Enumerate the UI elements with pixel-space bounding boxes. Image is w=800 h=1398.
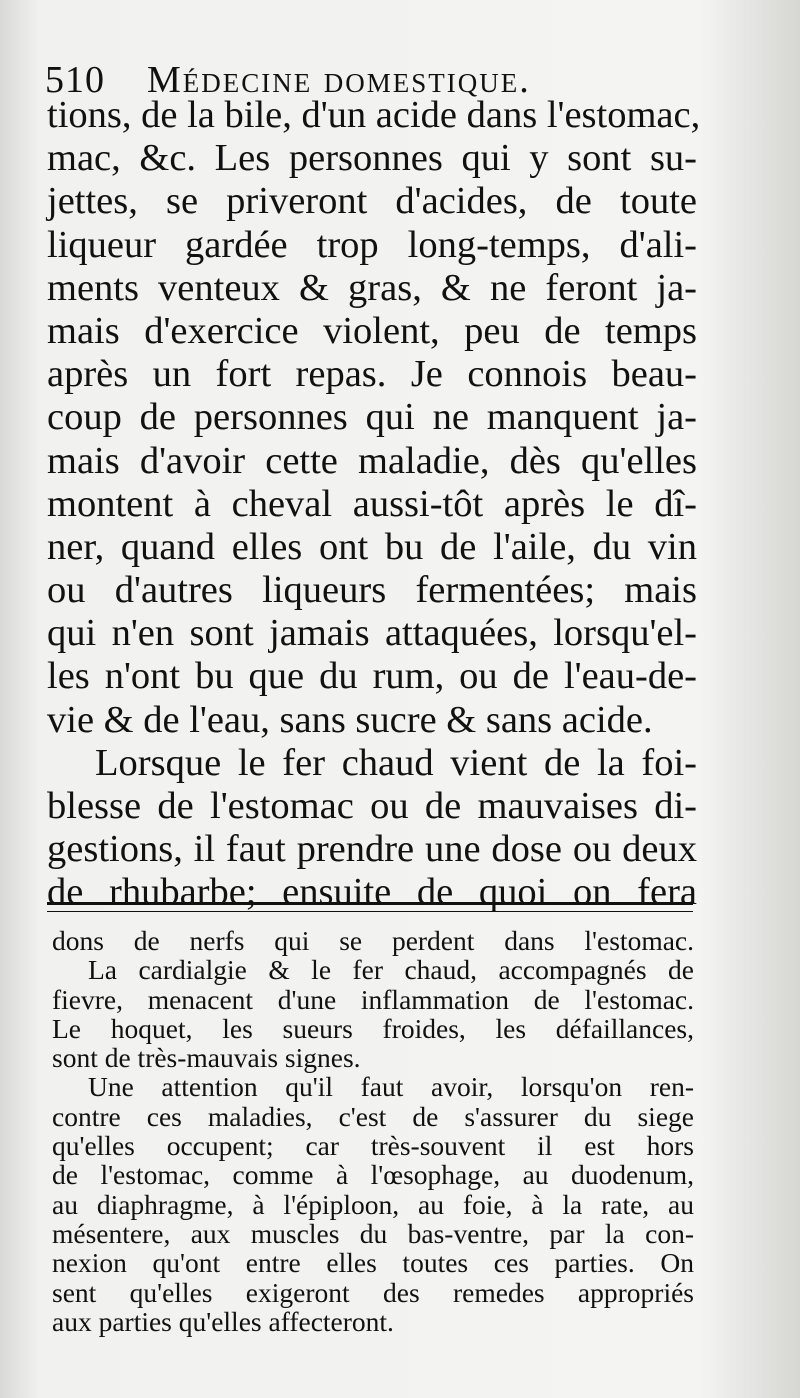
text-line: après un fort repas. Je connois beau- xyxy=(47,353,697,396)
note-line: au diaphragme, à l'épiploon, au foie, à la rate, au xyxy=(52,1188,694,1220)
note-line: sent qu'elles exigeront des remedes appropriés xyxy=(52,1276,694,1308)
footnote-divider xyxy=(47,902,693,912)
text-line: mais d'exercice violent, peu de temps xyxy=(47,309,697,352)
running-title: Médecine domestique. xyxy=(147,59,531,101)
note-line: dons de nerfs qui se perdent dans l'estomac. xyxy=(52,925,694,956)
main-text xyxy=(47,94,701,915)
note-line: Le hoquet, les sueurs froides, les défaillances, xyxy=(52,1012,694,1044)
text-line: qui n'en sont jamais attaquées, lorsqu'el- xyxy=(47,612,697,655)
text-line: vie & de l'eau, sans sucre & sans acide. xyxy=(47,698,653,741)
text-line: liqueur gardée trop long-temps, d'ali- xyxy=(47,223,697,266)
note-line: La cardialgie & le fer chaud, accompagnés de xyxy=(88,954,694,986)
note-line: qu'elles occupent; car très-souvent il est hors xyxy=(52,1130,694,1162)
text-line: mac, &c. Les personnes qui y sont su- xyxy=(47,137,697,180)
note-line: Une attention qu'il faut avoir, lorsqu'on ren- xyxy=(88,1071,694,1103)
note-line: nexion qu'ont entre elles toutes ces parties. On xyxy=(52,1247,694,1279)
text-line: coup de personnes qui ne manquent ja- xyxy=(47,396,697,439)
note-line: contre ces maladies, c'est de s'assurer du siege xyxy=(52,1100,694,1132)
text-line: de rhubarbe; ensuite de quoi on fera xyxy=(47,871,697,914)
text-line: jettes, se priveront d'acides, de toute xyxy=(47,180,697,223)
text-line: blesse de l'estomac ou de mauvaises di- xyxy=(47,785,697,827)
note-line: de l'estomac, comme à l'œsophage, au duodenum, xyxy=(52,1159,694,1191)
text-line: ments venteux & gras, & ne feront ja- xyxy=(47,266,697,309)
paragraph-start-line: Lorsque le fer chaud vient de la foi- xyxy=(95,741,697,784)
text-line: gestions, il faut prendre une dose ou deux xyxy=(47,828,697,871)
note-line: aux parties qu'elles affecteront. xyxy=(52,1305,394,1337)
note-line: sont de très-mauvais signes. xyxy=(52,1042,361,1074)
text-line: les n'ont bu que du rum, ou de l'eau-de- xyxy=(47,655,697,698)
note-line: fievre, menacent d'une inflammation de l'estomac. xyxy=(52,983,694,1015)
note-line: mésentere, aux muscles du bas-ventre, par la con- xyxy=(52,1217,694,1249)
page-number: 510 xyxy=(45,59,105,101)
footnotes xyxy=(52,926,694,1336)
text-line: ou d'autres liqueurs fermentées; mais xyxy=(47,569,697,612)
text-line: montent à cheval aussi-tôt après le dî- xyxy=(47,482,697,525)
page-header xyxy=(45,42,765,102)
text-line: tions, de la bile, d'un acide dans l'estomac, xyxy=(47,94,701,136)
text-line: ner, quand elles ont bu de l'aile, du vin xyxy=(47,525,697,568)
text-line: mais d'avoir cette maladie, dès qu'elles xyxy=(47,439,697,482)
